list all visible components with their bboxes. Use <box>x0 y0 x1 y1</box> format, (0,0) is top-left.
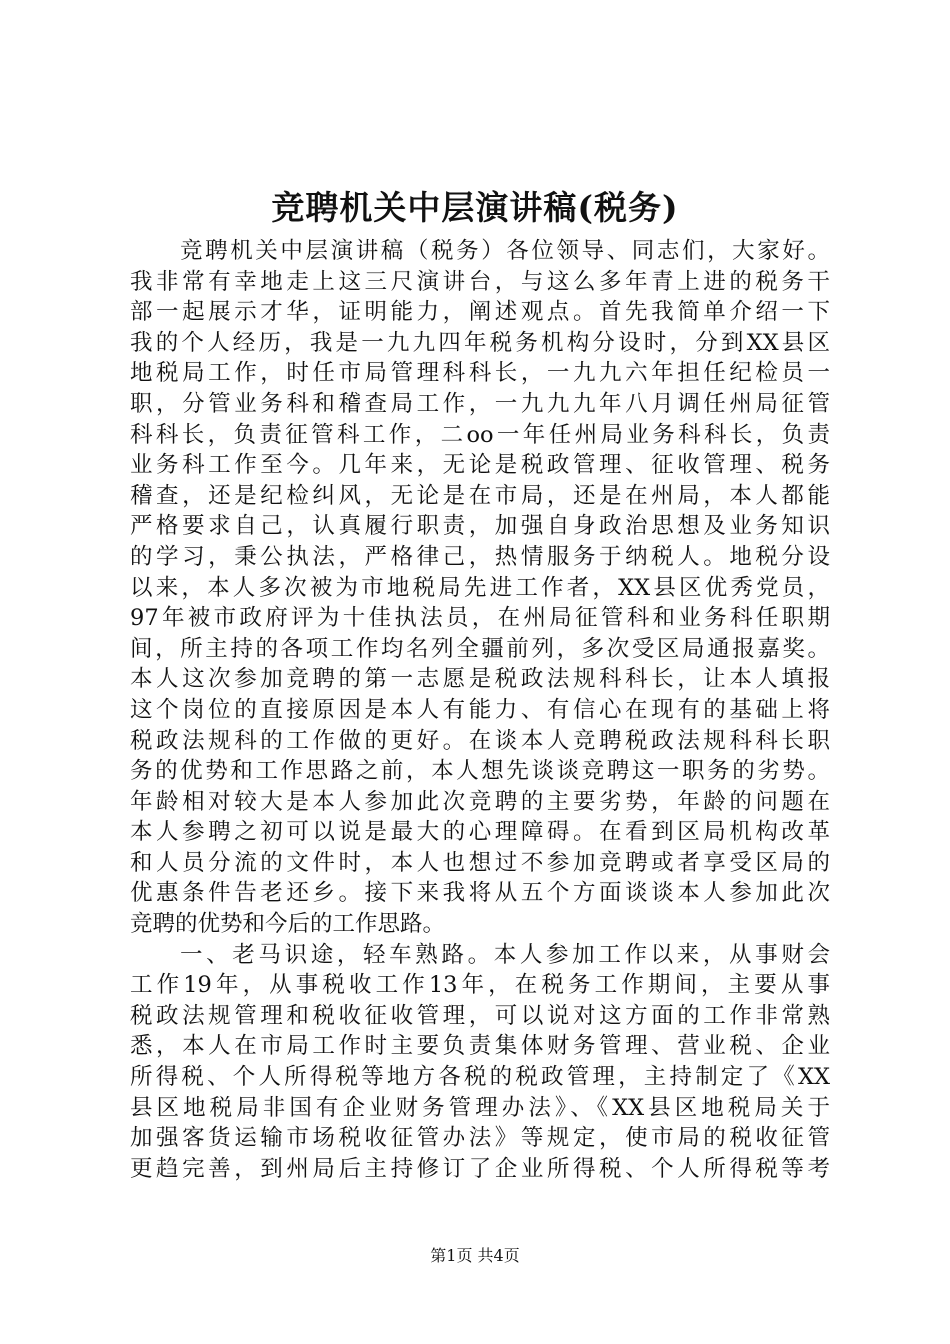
paragraph-line: 严格要求自己，认真履行职责，加强自身政治思想及业务知识 <box>130 513 830 540</box>
paragraph-line: 我的个人经历，我是一九九四年税务机构分设时，分到XX县区 <box>130 329 830 356</box>
paragraph-line: 更趋完善，到州局后主持修订了企业所得税、个人所得税等考 <box>130 1155 830 1182</box>
paragraph-line: 科科长，负责征管科工作，二oo一年任州局业务科科长，负责 <box>130 421 830 448</box>
paragraph-line: 间，所主持的各项工作均名列全疆前列，多次受区局通报嘉奖。 <box>130 635 830 662</box>
paragraph-line: 一、老马识途，轻车熟路。本人参加工作以来，从事财会 <box>180 941 830 968</box>
paragraph-line: 竞聘机关中层演讲稿（税务）各位领导、同志们，大家好。 <box>180 238 830 264</box>
paragraph-line: 的学习，秉公执法，严格律己，热情服务于纳税人。地税分设 <box>130 543 830 570</box>
paragraph-line: 职，分管业务科和稽查局工作，一九九九年八月调任州局征管 <box>130 390 830 417</box>
paragraph-line: 业务科工作至今。几年来，无论是税政管理、征收管理、税务 <box>130 452 830 479</box>
paragraph-line: 税政法规管理和税收征收管理，可以说对这方面的工作非常熟 <box>130 1002 830 1029</box>
page-footer: 第1页 共4页 <box>430 1246 520 1265</box>
paragraph-line: 以来，本人多次被为市地税局先进工作者，XX县区优秀党员， <box>130 574 830 601</box>
paragraph-line: 这个岗位的直接原因是本人有能力、有信心在现有的基础上将 <box>130 696 830 723</box>
paragraph-line: 悉，本人在市局工作时主要负责集体财务管理、营业税、企业 <box>130 1033 830 1060</box>
paragraph-line: 加强客货运输市场税收征管办法》等规定，使市局的税收征管 <box>130 1125 830 1152</box>
paragraph-line: 竞聘的优势和今后的工作思路。 <box>130 911 446 938</box>
paragraph-line: 年龄相对较大是本人参加此次竞聘的主要劣势，年龄的问题在 <box>130 788 830 815</box>
paragraph-line: 本人这次参加竞聘的第一志愿是税政法规科科长，让本人填报 <box>130 666 830 693</box>
paragraph-line: 县区地税局非国有企业财务管理办法》、《XX县区地税局关于 <box>130 1094 830 1121</box>
paragraph-line: 稽查，还是纪检纠风，无论是在市局，还是在州局，本人都能 <box>130 482 830 509</box>
document-body <box>130 236 830 1184</box>
paragraph-line: 优惠条件告老还乡。接下来我将从五个方面谈谈本人参加此次 <box>130 880 830 907</box>
paragraph-line: 工作19年，从事税收工作13年，在税务工作期间，主要从事 <box>130 972 830 999</box>
paragraph-line: 97年被市政府评为十佳执法员，在州局征管科和业务科任职期 <box>130 605 830 632</box>
paragraph-line: 税政法规科的工作做的更好。在谈本人竞聘税政法规科科长职 <box>130 727 830 754</box>
paragraph-line: 务的优势和工作思路之前，本人想先谈谈竞聘这一职务的劣势。 <box>130 758 830 785</box>
paragraph-line: 和人员分流的文件时，本人也想过不参加竞聘或者享受区局的 <box>130 849 830 876</box>
paragraph-line: 我非常有幸地走上这三尺演讲台，与这么多年青上进的税务干 <box>130 268 830 295</box>
paragraph-line: 地税局工作，时任市局管理科科长，一九九六年担任纪检员一 <box>130 360 830 387</box>
document-title: 竞聘机关中层演讲稿(税务) <box>271 188 679 227</box>
paragraph-line: 部一起展示才华，证明能力，阐述观点。首先我简单介绍一下 <box>130 299 830 326</box>
paragraph-line: 所得税、个人所得税等地方各税的税政管理，主持制定了《XX <box>130 1064 830 1091</box>
paragraph-line: 本人参聘之初可以说是最大的心理障碍。在看到区局机构改革 <box>130 819 830 846</box>
